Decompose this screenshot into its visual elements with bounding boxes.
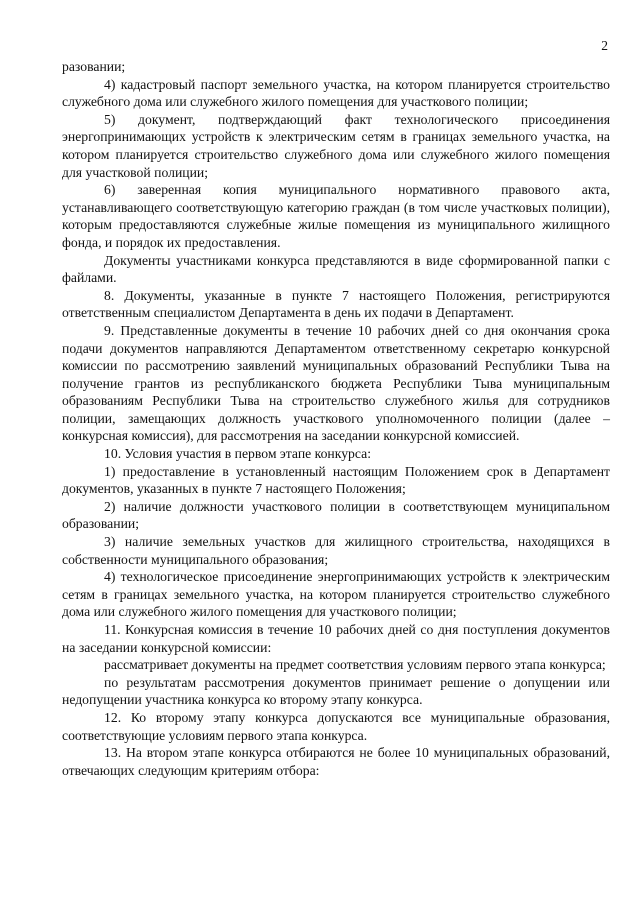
- paragraph: 6) заверенная копия муниципального нормативного правового акта, устанавливающего соответствующую категорию граждан (в том числе участковых полиции), которым предоставляются служебные жилые помещения из муниципального жилищного фонда, и порядок их предоставления.: [62, 182, 610, 250]
- paragraph: 3) наличие земельных участков для жилищного строительства, находящихся в собственности муниципального образования;: [62, 534, 610, 567]
- paragraph: разовании;: [62, 59, 126, 74]
- paragraph: 1) предоставление в установленный настоящим Положением срок в Департамент документов, указанных в пункте 7 настоящего Положения;: [62, 463, 610, 497]
- document-body: [62, 58, 610, 779]
- paragraph: Документы участниками конкурса представляются в виде сформированной папки с файлами.: [62, 252, 610, 286]
- paragraph: 2) наличие должности участкового полиции в соответствующем муниципальном образовании;: [62, 498, 610, 532]
- paragraph: 4) технологическое присоединение энергопринимающих устройств к электрическим сетям в границах земельного участка, на котором планируется строительство служебного дома или служебного жилого помещения для участкового полиции;: [62, 569, 610, 620]
- paragraph: 8. Документы, указанные в пункте 7 настоящего Положения, регистрируются ответственным специалистом Департамента в день их подачи в Департамент.: [62, 287, 610, 321]
- page-number: 2: [601, 38, 608, 53]
- paragraph: 10. Условия участия в первом этапе конкурса:: [104, 446, 372, 462]
- paragraph: 11. Конкурсная комиссия в течение 10 рабочих дней со дня поступления документов на заседании конкурсной комиссии:: [62, 622, 610, 655]
- paragraph: 5) документ, подтверждающий факт технологического присоединения энергопринимающих устройств к электрическим сетям в границах земельного участка, на котором планируется строительство служебного дома или служебного жилого помещения для участковой полиции;: [62, 111, 610, 180]
- paragraph: 12. Ко второму этапу конкурса допускаются все муниципальные образования, соответствующие условиям первого этапа конкурса.: [62, 709, 610, 743]
- paragraph: по результатам рассмотрения документов принимает решение о допущении или недопущении участника конкурса ко второму этапу конкурса.: [62, 674, 610, 708]
- paragraph: 9. Представленные документы в течение 10 рабочих дней со дня окончания срока подачи документов направляются Департаментом ответственному секретарю конкурсной комиссии по рассмотрению заявлений муниципальных образований Республики Тыва на получение грантов из республиканского бюджета Республики Тыва муниципальным образованиям Республики Тыва на строительство служебного жилья для сотрудников полиции, замещающих должность участкового уполномоченного полиции (далее – конкурсная комиссия), для рассмотрения на заседании конкурсной комиссией.: [62, 322, 610, 444]
- paragraph: рассматривает документы на предмет соответствия условиям первого этапа конкурса;: [104, 657, 606, 673]
- paragraph: 13. На втором этапе конкурса отбираются не более 10 муниципальных образований, отвечающих следующим критериям отбора:: [62, 745, 610, 778]
- paragraph: 4) кадастровый паспорт земельного участка, на котором планируется строительство служебного дома или служебного жилого помещения для участкового полиции;: [62, 76, 610, 110]
